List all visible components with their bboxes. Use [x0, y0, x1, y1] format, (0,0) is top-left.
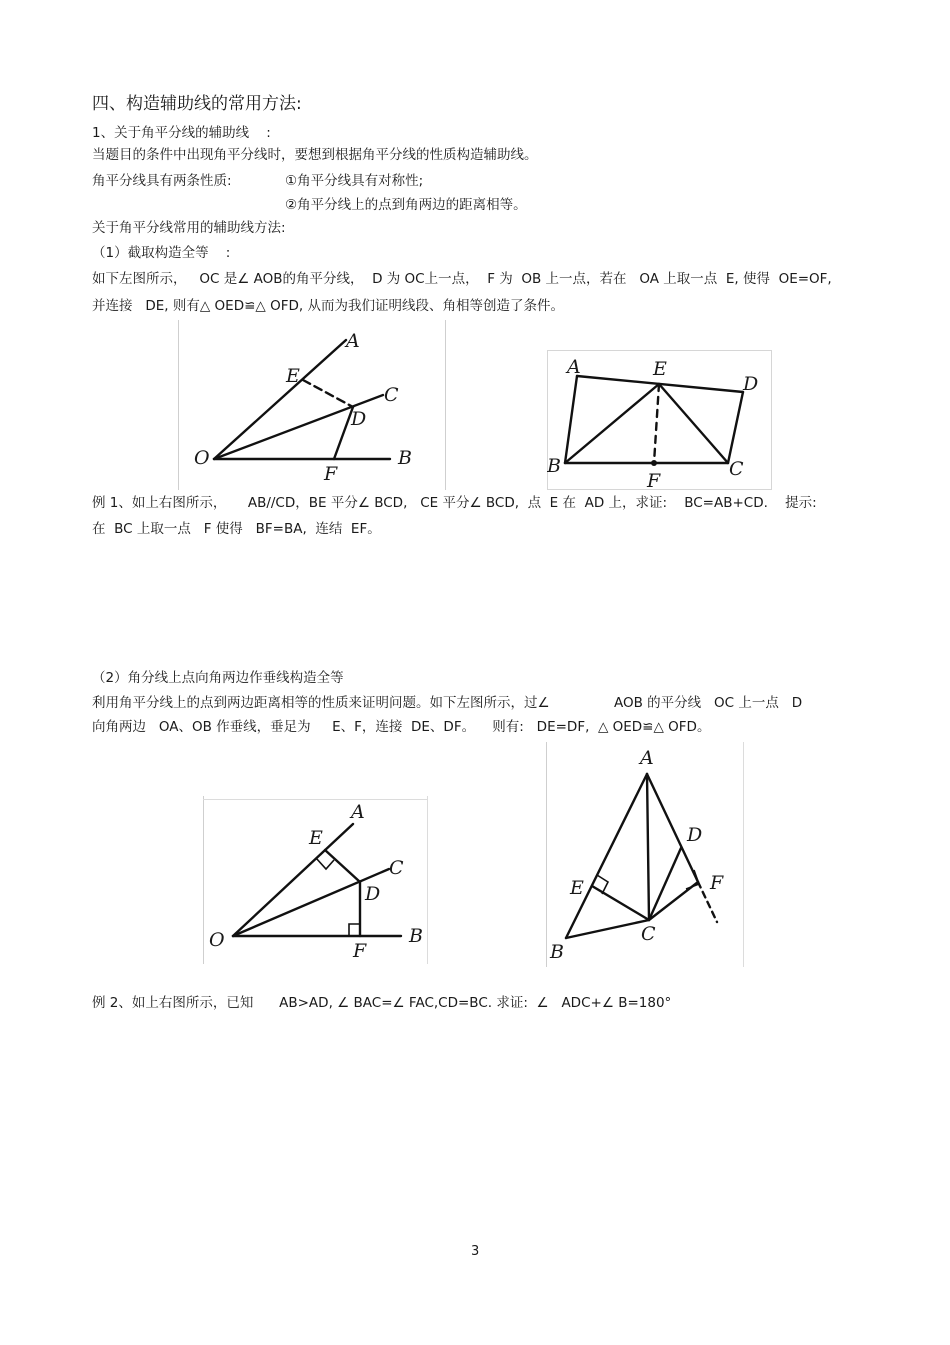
- fig1-label-f: F: [324, 463, 338, 485]
- fig1-label-c: C: [384, 384, 399, 406]
- fig4-label-b: B: [550, 941, 564, 963]
- fig2-label-f: F: [647, 470, 661, 490]
- fig4-label-c: C: [641, 923, 656, 945]
- fig1-label-o: O: [194, 447, 210, 469]
- fig1-label-d: D: [351, 408, 367, 430]
- method-2-title: （2）角分线上点向角两边作垂线构造全等: [92, 670, 344, 686]
- fig3-label-o: O: [209, 929, 225, 951]
- fig4-label-a: A: [640, 747, 654, 769]
- figure-3-perpendiculars: [203, 796, 428, 964]
- fig1-label-a: A: [346, 330, 360, 352]
- fig3-label-c: C: [389, 857, 404, 879]
- fig4-label-f: F: [710, 872, 724, 894]
- page-number: 3: [471, 1244, 480, 1259]
- figure-1-angle-bisector-intercept: [178, 320, 446, 490]
- example-1-line-2: 在 BC 上取一点 F 使得 BF=BA, 连结 EF。: [92, 521, 381, 537]
- fig1-label-e: E: [286, 365, 300, 387]
- fig4-label-e: E: [570, 877, 584, 899]
- fig1-label-b: B: [398, 447, 412, 469]
- figure-2-example-1: [547, 350, 772, 490]
- fig2-label-e: E: [653, 358, 667, 380]
- methods-label: 关于角平分线常用的辅助线方法:: [92, 220, 286, 236]
- method-1-title: （1）截取构造全等 :: [92, 245, 231, 261]
- method-2-text-line-2: 向角两边 OA、OB 作垂线，垂足为 E、F，连接 DE、DF。 则有: DE=DF, △ OED≌△ OFD。: [92, 719, 711, 735]
- method-2-text-line-1: 利用角平分线上的点到两边距离相等的性质来证明问题。如下左图所示，过∠ AOB 的平分线 OC 上一点 D: [92, 695, 803, 711]
- fig2-label-c: C: [729, 458, 744, 480]
- fig3-label-f: F: [353, 940, 367, 962]
- fig3-label-d: D: [365, 883, 381, 905]
- fig2-label-d: D: [743, 373, 759, 395]
- fig2-label-b: B: [547, 455, 561, 477]
- section-title: 四、构造辅助线的常用方法:: [92, 94, 302, 114]
- subsection-title-angle-bisector: 1、关于角平分线的辅助线 :: [92, 125, 271, 141]
- fig3-label-b: B: [409, 925, 423, 947]
- figure-4-example-2: [546, 742, 744, 967]
- fig4-label-d: D: [687, 824, 703, 846]
- fig3-label-a: A: [351, 801, 365, 823]
- method-1-text-line-2: 并连接 DE, 则有△ OED≌△ OFD, 从而为我们证明线段、角相等创造了条件。: [92, 298, 564, 314]
- example-1-line-1: 例 1、如上右图所示， AB//CD，BE 平分∠ BCD, CE 平分∠ BCD, 点 E 在 AD 上，求证: BC=AB+CD. 提示:: [92, 495, 817, 511]
- intro-text: 当题目的条件中出现角平分线时，要想到根据角平分线的性质构造辅助线。: [92, 147, 538, 163]
- property-2: ②角平分线上的点到角两边的距离相等。: [285, 197, 527, 213]
- property-1: ①角平分线具有对称性;: [285, 173, 424, 189]
- fig3-label-e: E: [309, 827, 323, 849]
- example-2-text: 例 2、如上右图所示，已知 AB>AD, ∠ BAC=∠ FAC,CD=BC. 求证: ∠ ADC+∠ B=180°: [92, 995, 672, 1011]
- fig2-label-a: A: [567, 356, 581, 378]
- method-1-text-line-1: 如下左图所示， OC 是∠ AOB的角平分线， D 为 OC上一点， F 为 OB 上一点，若在 OA 上取一点 E, 使得 OE=OF,: [92, 271, 832, 287]
- properties-label: 角平分线具有两条性质:: [92, 173, 232, 189]
